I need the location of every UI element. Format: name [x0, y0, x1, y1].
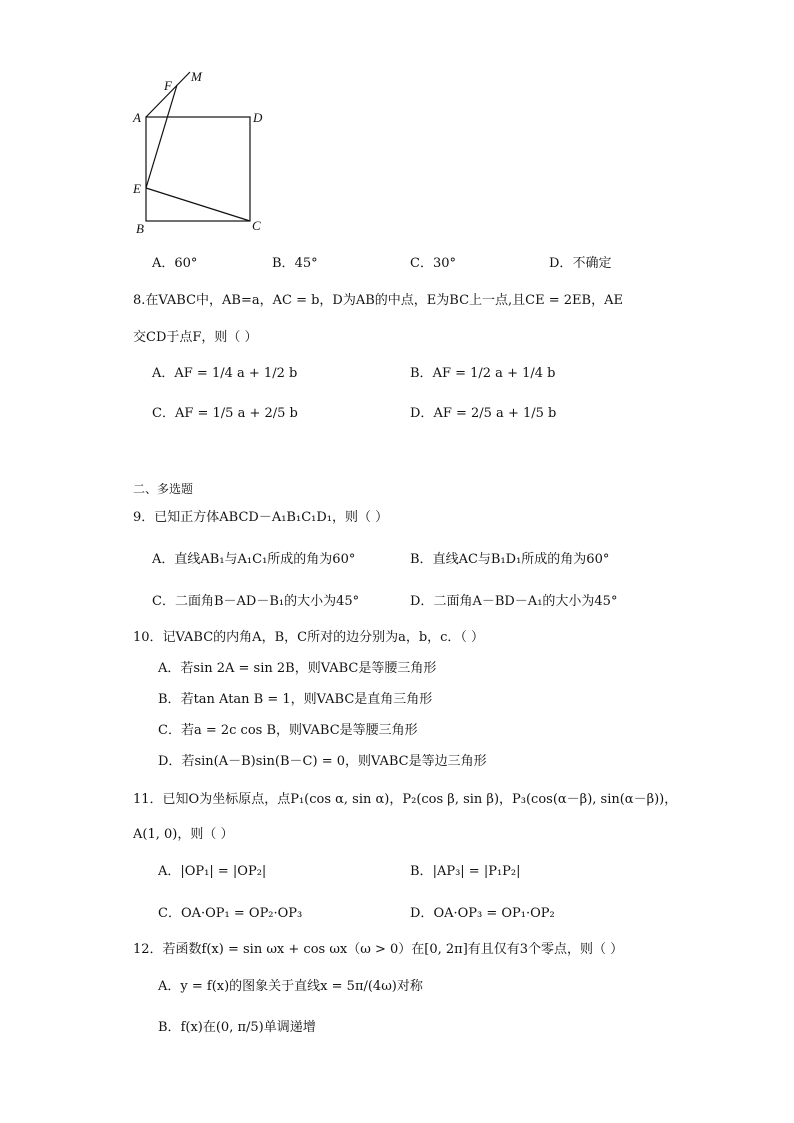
option-letter: B．	[410, 366, 433, 381]
option-text: y = f(x)的图象关于直线x = 5π/(4ω)对称	[180, 979, 423, 994]
option-text: f(x)在(0, π/5)单调递增	[180, 1020, 316, 1035]
q12-stem: 12．若函数f(x) = sin ωx + cos ωx（ω > 0）在[0, 2π]有且仅有3个零点，则（ ）	[133, 942, 624, 957]
option-text: OA·OP₁ = OP₂·OP₃	[180, 906, 303, 921]
option-letter: D．	[410, 906, 434, 921]
q9-option-a	[152, 552, 355, 568]
option-letter: C．	[152, 594, 175, 609]
option-letter: A．	[158, 864, 181, 879]
option-text: 不确定	[572, 256, 612, 271]
option-text: AF = 1/2 a + 1/4 b	[432, 366, 556, 381]
option-text: 若tan Atan B = 1，则VABC是直角三角形	[180, 692, 433, 707]
option-text: 45°	[294, 256, 318, 271]
option-letter: C．	[410, 256, 433, 271]
option-letter: A．	[152, 552, 175, 567]
option-text: 若sin(A－B)sin(B－C) = 0，则VABC是等边三角形	[181, 754, 487, 769]
option-text: |AP₃| = |P₁P₂|	[432, 864, 521, 879]
label-f: F	[164, 78, 172, 93]
label-c: C	[252, 218, 261, 233]
q8-option-c	[152, 406, 298, 422]
q11-option-c	[158, 906, 302, 922]
option-letter: D．	[549, 256, 573, 271]
q12-option-b	[158, 1020, 316, 1036]
option-letter: A．	[158, 979, 181, 994]
label-d: D	[253, 110, 263, 125]
q12-option-a	[158, 979, 423, 995]
option-text: 若sin 2A = sin 2B，则VABC是等腰三角形	[180, 661, 437, 676]
option-text: AF = 1/5 a + 2/5 b	[174, 406, 298, 421]
q10-option-b	[158, 692, 432, 708]
q9-stem: 9．已知正方体ABCD－A₁B₁C₁D₁，则（ ）	[133, 510, 389, 525]
option-letter: B．	[410, 864, 433, 879]
q10-option-c	[158, 723, 418, 739]
option-letter: C．	[158, 906, 181, 921]
q8-option-d	[410, 406, 556, 422]
option-text: AF = 2/5 a + 1/5 b	[433, 406, 557, 421]
option-text: 直线AC与B₁D₁所成的角为60°	[432, 552, 610, 567]
label-b: B	[136, 221, 144, 236]
option-text: OA·OP₃ = OP₁·OP₂	[433, 906, 555, 921]
q11-stem-line2: A(1, 0)，则（ ）	[133, 827, 234, 842]
q7-option-d	[549, 256, 611, 272]
option-letter: B．	[410, 552, 433, 567]
geometry-figure	[128, 66, 268, 236]
q11-option-a	[158, 864, 266, 880]
q7-option-c	[410, 256, 456, 272]
option-letter: D．	[158, 754, 182, 769]
line-ec	[146, 188, 250, 221]
q10-option-d	[158, 754, 487, 770]
label-m: M	[191, 69, 202, 84]
label-a: A	[133, 110, 141, 125]
option-letter: A．	[152, 366, 175, 381]
q8-stem-line1: 8.在VABC中，AB=a，AC = b，D为AB的中点，E为BC上一点,且CE = 2EB，AE	[133, 293, 623, 308]
q11-option-b	[410, 864, 521, 880]
option-letter: A．	[152, 256, 175, 271]
option-letter: B．	[158, 692, 181, 707]
section-title: 二、多选题	[133, 482, 194, 496]
option-text: 若a = 2c cos B，则VABC是等腰三角形	[180, 723, 418, 738]
q10-option-a	[158, 661, 436, 677]
option-text: 30°	[432, 256, 456, 271]
q11-option-d	[410, 906, 555, 922]
q9-option-d	[410, 594, 617, 610]
option-text: AF = 1/4 a + 1/2 b	[174, 366, 298, 381]
q9-option-b	[410, 552, 609, 568]
square-abcd	[146, 117, 250, 221]
q8-stem-line2: 交CD于点F，则（ ）	[133, 330, 258, 345]
q7-option-a	[152, 256, 197, 272]
option-letter: A．	[158, 661, 181, 676]
option-text: |OP₁| = |OP₂|	[180, 864, 267, 879]
q8-option-b	[410, 366, 555, 382]
q8-option-a	[152, 366, 297, 382]
q10-stem: 10．记VABC的内角A，B，C所对的边分别为a，b，c．（ ）	[133, 630, 485, 645]
q7-option-b	[272, 256, 318, 272]
option-letter: C．	[158, 723, 181, 738]
q9-option-c	[152, 594, 359, 610]
option-letter: B．	[158, 1020, 181, 1035]
option-text: 60°	[174, 256, 198, 271]
option-text: 直线AB₁与A₁C₁所成的角为60°	[174, 552, 356, 567]
option-text: 二面角B－AD－B₁的大小为45°	[174, 594, 360, 609]
label-e: E	[133, 181, 141, 196]
option-text: 二面角A－BD－A₁的大小为45°	[433, 594, 618, 609]
option-letter: B．	[272, 256, 295, 271]
option-letter: C．	[152, 406, 175, 421]
option-letter: D．	[410, 594, 434, 609]
q11-stem-line1: 11．已知O为坐标原点，点P₁(cos α, sin α)，P₂(cos β, sin β)，P₃(cos(α－β), sin(α－β))，	[133, 792, 678, 807]
option-letter: D．	[410, 406, 434, 421]
